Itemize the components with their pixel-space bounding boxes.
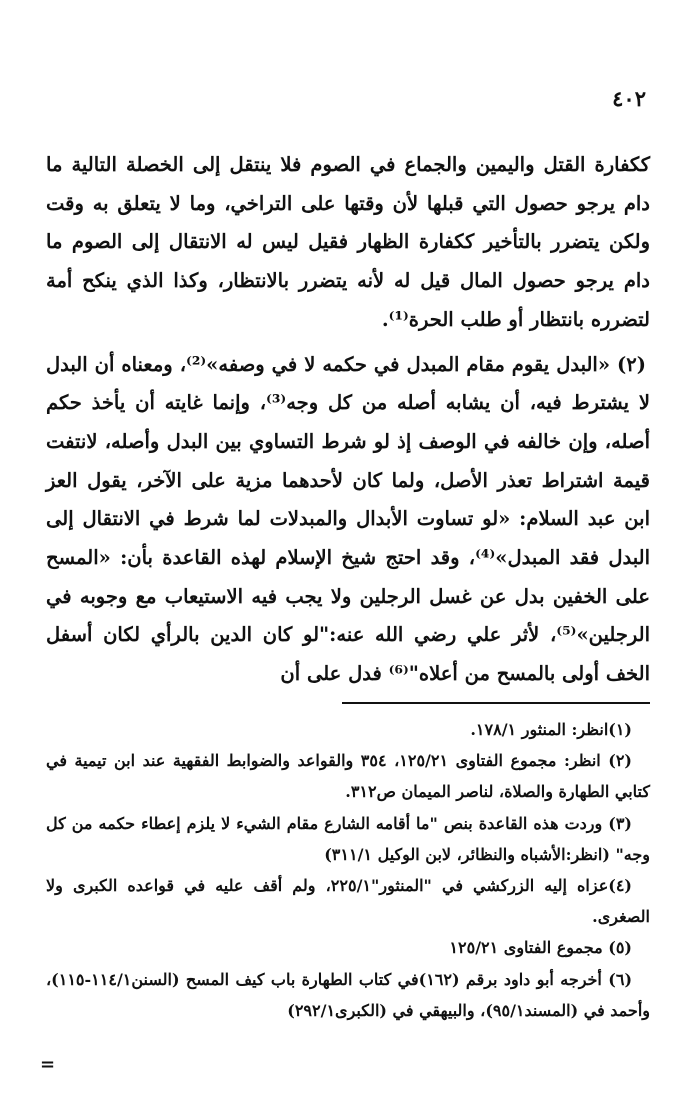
footnote: (٦) أخرجه أبو داود برقم (١٦٢)في كتاب الطهارة باب كيف المسح (السنن١١٤/١-١١٥)، وأحمد في (المسند٩٥/١)، والبيهقي في (الكبرى٢٩٢/١) <box>46 969 650 1020</box>
footnote-separator <box>342 702 650 704</box>
footnotes <box>46 714 650 1026</box>
footnote: (٤)عزاه إليه الزركشي في "المنثور"٢٢٥/١، ولم أقف عليه في قواعده الكبرى ولا الصغرى. <box>46 876 650 927</box>
footnote: (٢) انظر: مجموع الفتاوى ١٢٥/٢١، ٣٥٤ والقواعد والضوابط الفقهية عند ابن تيمية في كتابي الطهارة والصلاة، لناصر الميمان ص٣١٢. <box>46 751 650 802</box>
footnote: (٥) مجموع الفتاوى ١٢٥/٢١ <box>449 938 632 958</box>
body-text <box>46 146 650 694</box>
continuation-mark: = <box>40 1054 56 1075</box>
paragraph: ككفارة القتل واليمين والجماع في الصوم فلا ينتقل إلى الخصلة التالية ما دام يرجو حصول التي قبلها لأن وقتها على التراخي، وما لا يتعلق به وقت ولكن يتضرر بالتأخير ككفارة الظهار فقيل ليس له الانتقال إلى الصوم ما دام يرجو حصول المال قيل له لأنه يتضرر بالانتظار، وكذا الذي ينكح أمة لتضرره بانتظار أو طلب الحرة⁽¹⁾. <box>46 153 650 331</box>
paragraph: (٢) «البدل يقوم مقام المبدل في حكمه لا في وصفه»⁽²⁾، ومعناه أن البدل لا يشترط فيه، أن يشابه أصله من كل وجه⁽³⁾، وإنما غايته أن يأخذ حكم أصله، وإن خالفه في الوصف إذ لو شرط التساوي بين البدل وأصله، لانتفت قيمة اشتراط تعذر الأصل، ولما كان لأحدهما مزية على الآخر، يقول العز ابن عبد السلام: «لو تساوت الأبدال والمبدلات لما شرط في الانتقال إلى البدل فقد المبدل»⁽⁴⁾، وقد احتج شيخ الإسلام لهذه القاعدة بأن: «المسح على الخفين بدل عن غسل الرجلين ولا يجب فيه الاستيعاب مع وجوبه في الرجلين»⁽⁵⁾، لأثر علي رضي الله عنه:"لو كان الدين بالرأي لكان أسفل الخف أولى بالمسح من أعلاه"⁽⁶⁾ فدل على أن <box>46 352 651 686</box>
footnote: (١)انظر: المنثور ١٧٨/١. <box>470 720 632 739</box>
footnote: (٣) وردت هذه القاعدة بنص "ما أقامه الشارع مقام الشيء لا يلزم إعطاء حكمه من كل وجه" (انظر:الأشباه والنظائر، لابن الوكيل ٣١١/١) <box>46 813 650 864</box>
page-number: ٤٠٢ <box>612 86 646 111</box>
